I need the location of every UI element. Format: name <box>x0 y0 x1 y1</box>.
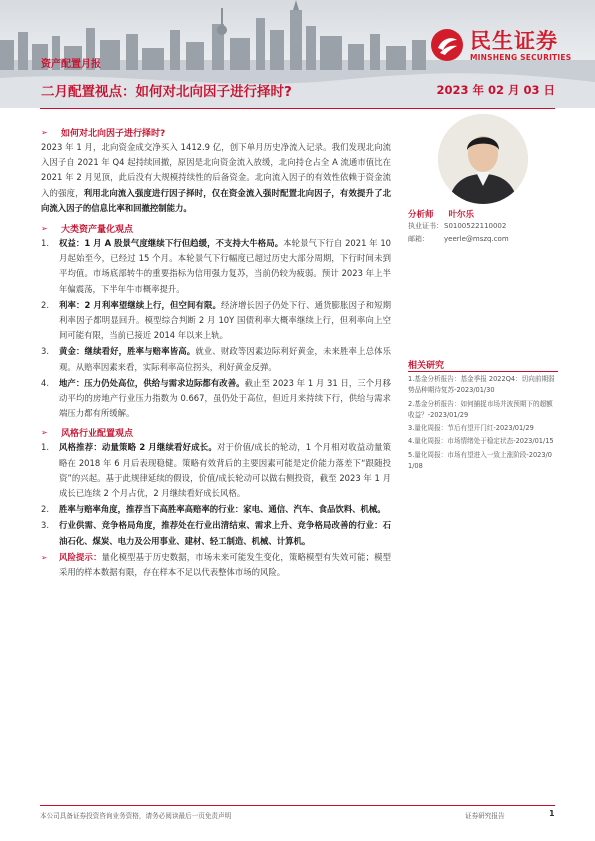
list-item <box>41 376 391 422</box>
page-number: 1 <box>549 809 555 818</box>
list-item <box>41 344 391 374</box>
list-item <box>41 236 391 297</box>
section-arrow-icon: ➢ <box>41 127 48 137</box>
minsheng-logo-icon <box>430 28 464 62</box>
related-item[interactable]: 5.量化周报：市场有望进入一致上涨阶段-2023/01/08 <box>408 450 552 471</box>
item-number: 1. <box>41 238 49 249</box>
item-number: 3. <box>41 520 49 531</box>
section-title: 风格行业配置观点 <box>61 428 134 439</box>
related-item[interactable]: 1.基金分析报告：基金季报 2022Q4：切向前期弱势品种期待复苏-2023/01/30 <box>408 375 555 395</box>
item-body: 本轮景气下行自 2021 年 10 月起始至今，已经过 15 个月。本轮景气下行幅度已超过历史大部分周期，下行时间未到平均值。市场底部转牛的重要指标为信用强力复苏，当前仍较为疲弱。预计 2023 年上半年偏震荡，下半年牛市概率提升。 <box>59 238 391 294</box>
section-heading <box>41 424 391 440</box>
brand-name-cn: 民生证券 <box>470 29 558 53</box>
footer-label: 证券研究报告 <box>465 812 505 820</box>
related-divider <box>408 371 558 372</box>
item-number: 2. <box>41 299 49 310</box>
section-arrow-icon: ➢ <box>41 427 48 437</box>
section-heading <box>41 124 391 140</box>
related-item[interactable]: 4.量化周报：市场情绪处于稳定状态-2023/01/15 <box>408 437 554 446</box>
summary-text: 2023 年 1 月，北向资金成交净买入 1412.9 亿，创下单月历史净流入记录。我们发现北向流入因子自 2021 年 Q4 起持续回撤，原因是北向资金流入放缓，北向持仓占全 A 流通市值比在 2021 年 2 月见顶，此后没有大规模持续性的后备资金。北向流入因子的有效性依赖于资金流入的强度， <box>41 142 391 198</box>
risk-text-block <box>59 550 391 580</box>
main-content <box>41 124 391 580</box>
risk-warning <box>41 550 391 580</box>
item-text <box>59 298 391 344</box>
brand-logo <box>430 24 590 68</box>
section-heading <box>41 220 391 236</box>
list-item <box>41 440 391 501</box>
summary-highlight: 利用北向流入强度进行因子择时，仅在资金流入强时配置北向因子，有效提升了北向流入因子的信息比率和回撤控制能力。 <box>41 187 391 213</box>
list-item <box>41 502 391 517</box>
report-date: 2023 年 02 月 03 日 <box>436 83 555 97</box>
footer-divider <box>40 805 555 806</box>
item-body: 就业、财政等因素边际利好黄金，未来胜率上总体乐观。从赔率因素来看，实际利率高位拐头，利好黄金反弹。 <box>59 346 392 372</box>
item-body: 经济增长因子仍处下行、通货膨胀因子和短期利率因子都明显回升。模型综合判断 2 月 10Y 国债利率大概率继续上行，但利率向上空间可能有限，当前已接近 2014 年以来上轨。 <box>59 299 391 341</box>
footer-disclaimer: 本公司具备证券投资咨询业务资格，请务必阅读最后一页免责声明 <box>40 812 232 820</box>
risk-text: 量化模型基于历史数据，市场未来可能发生变化，策略模型有失效可能；模型采用的样本数据有限，存在样本不足以代表整体市场的风险。 <box>59 551 392 578</box>
analyst-row <box>408 208 486 220</box>
list-item <box>41 518 391 548</box>
analyst-meta <box>408 220 509 246</box>
item-lead: 胜率与赔率角度，推荐当下高胜率高赔率的行业：家电、通信、汽车、食品饮料、机械。 <box>59 504 386 515</box>
item-body: 对于价值/成长的轮动，1 个月相对收益动量策略在 2018 年 6 月后表现稳健。策略有效背后的主要因素可能是定价能力落差下“跟随投资”的兴起。基于此规律延续的假设，价值/成长轮动可以做右侧投资，截至 2023 年 1 月成长已连续 2 个月占优，2 月继续看好成长风格。 <box>59 442 391 499</box>
section-title: 如何对北向因子进行择时? <box>61 128 166 139</box>
risk-arrow-icon: ➢ <box>41 552 48 562</box>
email-value[interactable]: yeerle@mszq.com <box>444 235 509 243</box>
cert-value: S0100522110002 <box>444 222 507 230</box>
email-label: 邮箱： <box>408 235 429 243</box>
related-item[interactable]: 3.量化周报：节后有望开门红-2023/01/29 <box>408 424 534 433</box>
item-text <box>59 518 391 548</box>
style-view-list <box>41 440 391 548</box>
analyst-photo <box>438 114 528 204</box>
item-number: 3. <box>41 346 49 357</box>
item-text <box>59 440 391 501</box>
asset-view-list <box>41 236 391 421</box>
related-item[interactable]: 2.基金分析报告：如何捕捉市场并波预期下的超额收益？-2023/01/29 <box>408 399 553 419</box>
cert-row <box>408 220 509 233</box>
item-lead: 地产：压力仍处高位，供给与需求边际都有改善。 <box>59 377 245 388</box>
report-title: 二月配置视点：如何对北向因子进行择时? <box>41 84 292 100</box>
email-row <box>408 233 509 246</box>
item-lead: 行业供需、竞争格局角度，推荐处在行业出清结束、需求上升、竞争格局改善的行业：石油石化、煤炭、电力及公用事业、建材、轻工制造、机械、计算机。 <box>59 520 391 546</box>
summary-paragraph <box>41 140 391 216</box>
list-item <box>41 298 391 344</box>
item-number: 1. <box>41 442 49 453</box>
cert-label: 执业证书： <box>408 222 443 230</box>
item-number: 4. <box>41 377 49 388</box>
related-research-list <box>408 374 558 474</box>
risk-label: 风险提示： <box>59 551 102 562</box>
item-body: 截止至 2023 年 1 月 31 日，三个月移动平均的房地产行业压力指数为 0.667，虽仍处于高位，但近月来持续下行，供给与需求端压力都有所缓解。 <box>59 377 391 419</box>
section-arrow-icon: ➢ <box>41 223 48 233</box>
item-lead: 权益：1 月 A 股景气度继续下行但趋缓，不支持大牛格局。 <box>59 238 284 249</box>
analyst-label: 分析师 <box>408 210 434 220</box>
header-divider <box>40 108 555 109</box>
section-title: 大类资产量化观点 <box>61 224 134 235</box>
item-lead: 黄金：继续看好，胜率与赔率皆高。 <box>59 346 196 357</box>
item-text <box>59 502 391 517</box>
item-text <box>59 236 391 297</box>
item-number: 2. <box>41 504 49 515</box>
report-type: 资产配置月报 <box>41 59 101 70</box>
item-text <box>59 376 391 422</box>
item-lead: 风格推荐：动量策略 2 月继续看好成长。 <box>59 442 217 453</box>
analyst-name: 叶尔乐 <box>448 210 474 220</box>
header-banner <box>0 0 595 108</box>
item-text <box>59 344 391 374</box>
brand-name-en: MINSHENG SECURITIES <box>470 53 572 62</box>
item-lead: 利率：2 月利率望继续上行，但空间有限。 <box>59 299 221 310</box>
related-research-title: 相关研究 <box>408 361 445 371</box>
